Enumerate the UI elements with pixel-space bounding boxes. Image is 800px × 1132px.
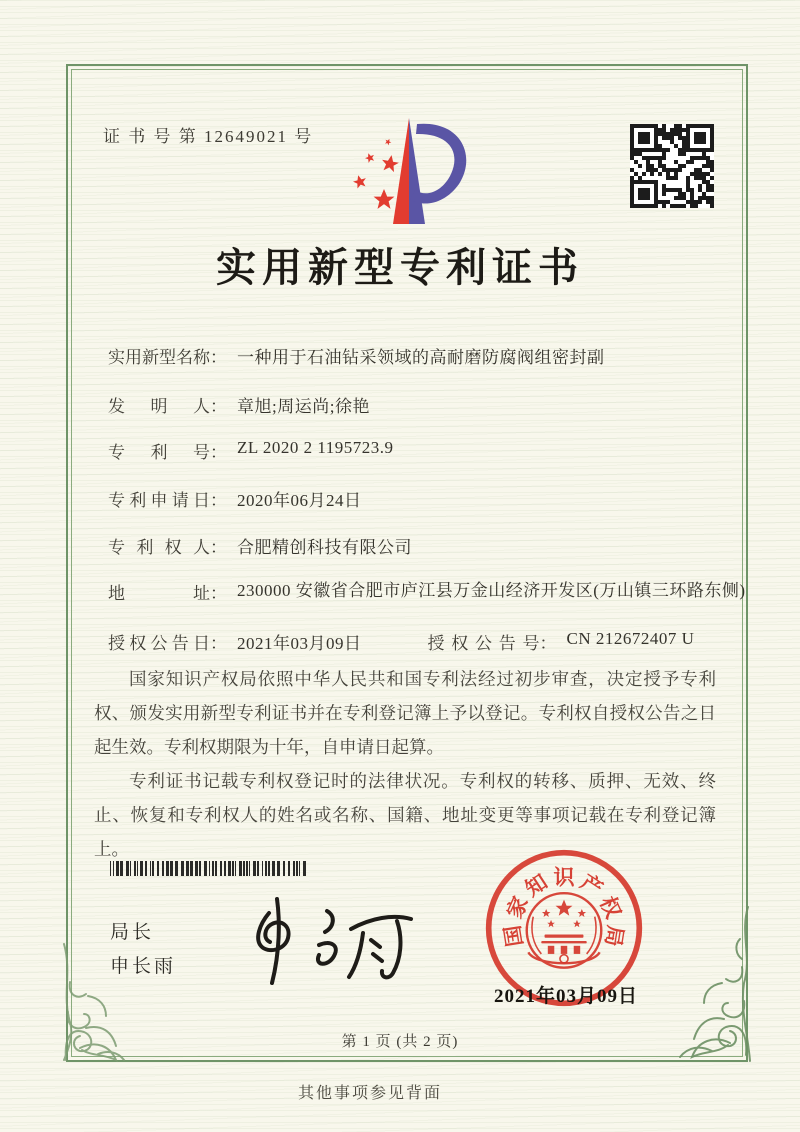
seal-char: 局 (600, 923, 628, 949)
commissioner-name: 申长雨 (110, 956, 177, 977)
field-label: 实用新型名称 (108, 348, 210, 367)
field-row-name (108, 343, 605, 368)
field-colon: ： (210, 443, 227, 462)
cnipa-logo-icon (338, 112, 473, 234)
field-label: 地址 (108, 584, 210, 603)
certificate-number: 证 书 号 第 12649021 号 (103, 127, 314, 146)
field-row-inventors (108, 392, 370, 417)
certificate-title: 实用新型专利证书 (216, 245, 584, 290)
seal-char: 家 (502, 892, 533, 922)
seal-char: 产 (576, 869, 607, 902)
field-value: 一种用于石油钻采领域的高耐磨防腐阀组密封副 (237, 348, 605, 367)
field-value: 230000 安徽省合肥市庐江县万金山经济开发区(万山镇三环路东侧) (237, 581, 746, 600)
qr-module (630, 124, 634, 128)
legal-text-block (94, 662, 716, 866)
field-value: 章旭;周运尚;徐艳 (237, 397, 370, 416)
seal-char: 国 (500, 923, 528, 949)
field-colon: ： (210, 491, 227, 510)
grant-number-label: 授权公告号 (427, 634, 540, 653)
field-label: 专利权人 (108, 538, 210, 557)
seal-char: 识 (553, 865, 575, 890)
field-label: 专利申请日 (108, 491, 210, 510)
seal-char: 权 (595, 892, 626, 922)
commissioner-signature-icon (233, 893, 423, 988)
field-value: ZL 2020 2 1195723.9 (237, 438, 394, 457)
field-colon: ： (210, 584, 227, 603)
field-row-patentee (108, 533, 412, 558)
field-colon: ： (539, 634, 557, 653)
field-colon: ： (210, 397, 227, 416)
field-row-patent-number (108, 438, 394, 463)
seal-char: 知 (521, 869, 552, 902)
field-row-filing-date (108, 486, 362, 511)
back-side-note: 其他事项参见背面 (297, 1085, 442, 1102)
field-colon: ： (210, 348, 227, 367)
barcode (110, 861, 308, 876)
grant-number-value: CN 212672407 U (566, 629, 695, 648)
field-row-address (108, 579, 757, 604)
field-value: 2020年06月24日 (237, 491, 362, 510)
seal-date: 2021年03月09日 (494, 986, 639, 1007)
field-label: 专利号 (108, 443, 210, 462)
field-row-grant-date (108, 629, 694, 654)
field-colon: ： (210, 538, 227, 557)
qr-code (630, 124, 714, 208)
field-value: 合肥精创科技有限公司 (237, 538, 412, 557)
commissioner-role-label: 局长 (110, 922, 155, 943)
field-label: 发明人 (108, 397, 210, 416)
legal-paragraph-2: 专利证书记载专利权登记时的法律状况。专利权的转移、质押、无效、终止、恢复和专利权人的姓名或名称、国籍、地址变更等事项记载在专利登记簿上。 (94, 771, 716, 859)
page-number: 第 1 页 (共 2 页) (341, 1034, 459, 1050)
field-value: 2021年03月09日 (237, 634, 362, 653)
legal-paragraph-1: 国家知识产权局依照中华人民共和国专利法经过初步审查，决定授予专利权、颁发实用新型专利证书并在专利登记簿上予以登记。专利权自授权公告之日起生效。专利权期限为十年，自申请日起算。 (94, 669, 716, 757)
field-label: 授权公告日 (108, 634, 210, 653)
field-colon: ： (210, 634, 227, 653)
